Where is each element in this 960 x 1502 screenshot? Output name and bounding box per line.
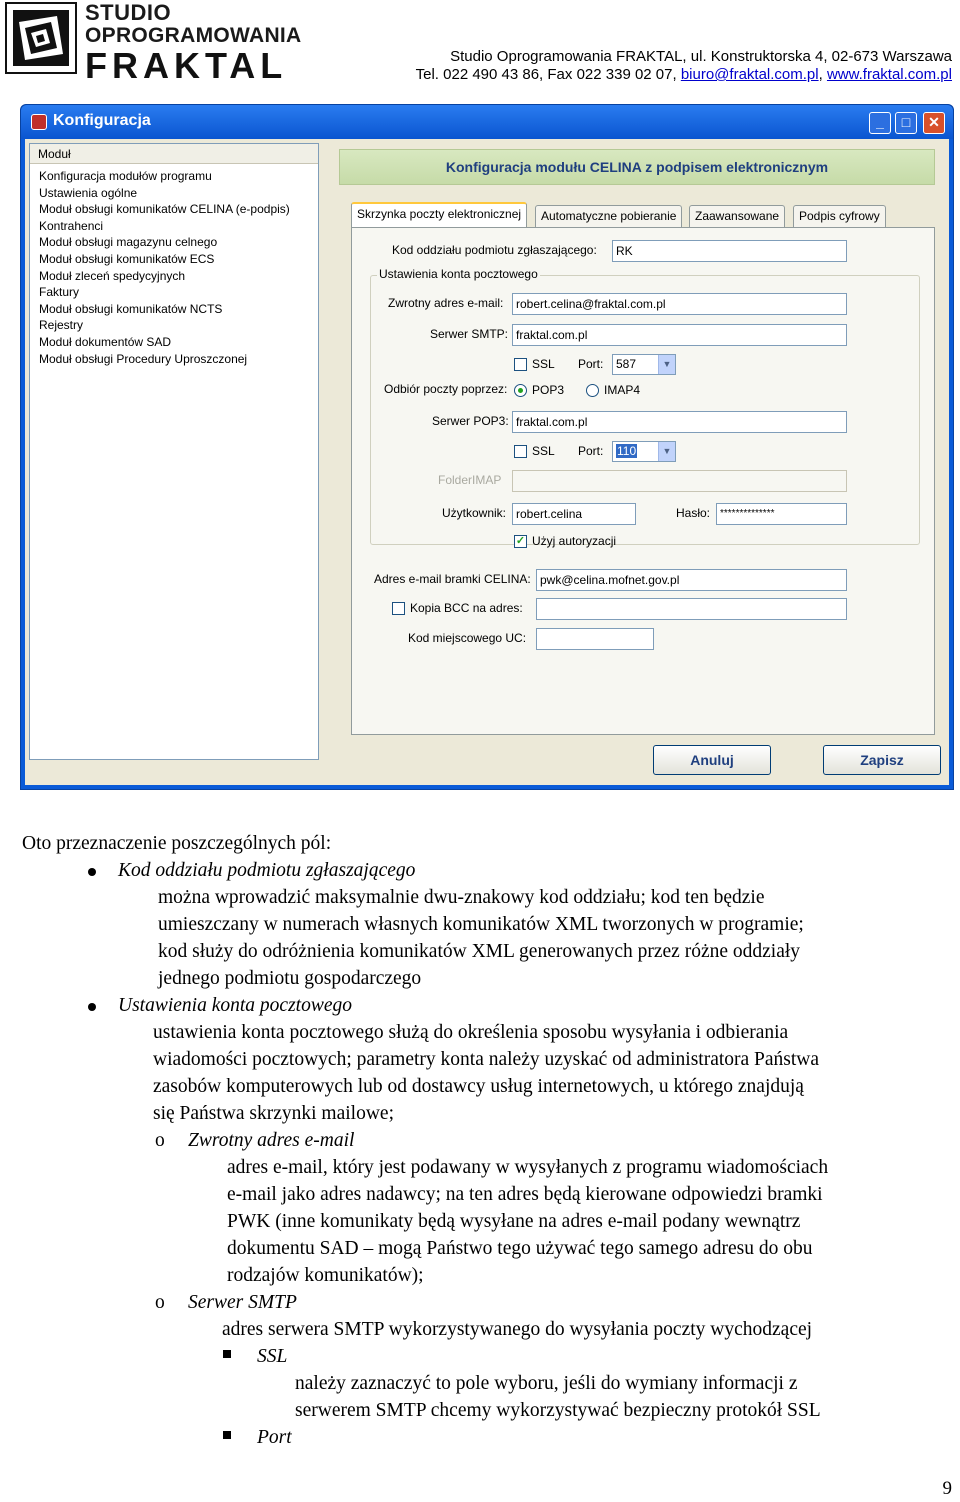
fraktal-logo-icon — [5, 2, 77, 74]
return-address-label: Zwrotny adres e-mail: — [388, 296, 504, 310]
smtp-ssl-checkbox[interactable] — [514, 358, 527, 371]
mailbox-panel — [351, 227, 935, 735]
sub-bullet-marker: o — [155, 1292, 165, 1313]
imap4-radio[interactable] — [586, 384, 599, 397]
pop3-server-label: Serwer POP3: — [432, 414, 509, 428]
smtp-server-input[interactable]: fraktal.com.pl — [512, 324, 847, 346]
pop3-port-select[interactable]: 110 ▼ — [612, 441, 676, 462]
item-mail-account-title: Ustawienia konta pocztowego — [118, 995, 352, 1016]
sub-return-address-text: PWK (inne komunikaty będą wysyłane na adres e-mail podany wewnątrz — [227, 1211, 801, 1232]
list-item[interactable]: Faktury — [39, 285, 80, 300]
mail-account-group-title: Ustawienia konta pocztowego — [379, 267, 538, 281]
branch-code-input[interactable]: RK — [612, 240, 847, 262]
sub-return-address-text: e-mail jako adres nadawcy; na ten adres będą kierowane odpowiedzi bramki — [227, 1184, 823, 1205]
username-input[interactable]: robert.celina — [512, 503, 636, 525]
bullet-icon — [88, 868, 96, 876]
square-bullet-icon — [223, 1431, 231, 1439]
password-input[interactable]: ************** — [716, 503, 847, 525]
website-link[interactable]: www.fraktal.com.pl — [826, 66, 952, 83]
item-branch-code-text: jednego podmiotu gospodarczego — [158, 968, 422, 989]
list-item[interactable]: Moduł dokumentów SAD — [39, 334, 172, 349]
item-mail-account-text: wiadomości pocztowych; parametry konta należy uzyskać od administratora Państwa — [153, 1049, 820, 1070]
customs-office-input[interactable] — [536, 628, 654, 650]
imap-folder-label: FolderIMAP — [438, 473, 502, 487]
company-phone-line: Tel. 022 490 43 86, Fax 022 339 02 07, biuro@fraktal.com.pl, www.fraktal.com.pl — [415, 66, 952, 83]
logo-line-studio: STUDIO — [85, 0, 172, 25]
password-label: Hasło: — [676, 506, 711, 520]
bcc-input[interactable] — [536, 598, 847, 620]
item-branch-code-title: Kod oddziału podmiotu zgłaszającego — [118, 860, 416, 881]
ssl-title: SSL — [257, 1346, 288, 1367]
tab-auto-download[interactable]: Automatyczne pobieranie — [535, 205, 682, 227]
list-item[interactable]: Moduł obsługi Procedury Uproszczonej — [39, 351, 248, 366]
item-mail-account-text: zasobów komputerowych lub od dostawcy usług internetowych, u którego znajdują — [153, 1076, 804, 1097]
configuration-window — [20, 104, 954, 790]
list-item[interactable]: Moduł obsługi komunikatów CELINA (e-podpis) — [39, 202, 290, 217]
window-titlebar — [21, 105, 953, 139]
username-label: Użytkownik: — [442, 506, 507, 520]
intro-text: Oto przeznaczenie poszczególnych pól: — [22, 833, 332, 854]
pop3-ssl-label: SSL — [532, 444, 555, 458]
square-bullet-icon — [223, 1350, 231, 1358]
minimize-icon[interactable]: _ — [869, 112, 891, 134]
item-mail-account-text: się Państwa skrzynki mailowe; — [153, 1103, 394, 1124]
smtp-server-label: Serwer SMTP: — [430, 327, 509, 341]
ssl-text: należy zaznaczyć to pole wyboru, jeśli do wymiany informacji z — [295, 1373, 798, 1394]
branch-code-label: Kod oddziału podmiotu zgłaszającego: — [392, 243, 597, 257]
smtp-ssl-label: SSL — [532, 357, 555, 371]
module-list[interactable] — [29, 143, 319, 760]
bullet-icon — [88, 1003, 96, 1011]
cancel-button[interactable]: Anuluj — [653, 745, 771, 775]
app-icon — [31, 114, 47, 130]
use-auth-label: Użyj autoryzacji — [532, 534, 617, 548]
pop3-ssl-checkbox[interactable] — [514, 445, 527, 458]
save-button[interactable]: Zapisz — [823, 745, 941, 775]
smtp-port-select[interactable]: 587 ▼ — [612, 354, 676, 375]
company-address: Studio Oprogramowania FRAKTAL, ul. Konstruktorska 4, 02-673 Warszawa — [450, 48, 952, 65]
logo-line-oprogramowania: OPROGRAMOWANIA — [85, 24, 302, 47]
chevron-down-icon: ▼ — [658, 355, 675, 374]
email-link[interactable]: biuro@fraktal.com.pl — [680, 66, 819, 83]
sub-bullet-marker: o — [155, 1130, 165, 1151]
logo-line-fraktal: FRAKTAL — [85, 45, 288, 86]
bcc-label: Kopia BCC na adres: — [410, 601, 523, 615]
config-header: Konfiguracja modułu CELINA z podpisem elektronicznym — [339, 149, 935, 185]
item-mail-account-text: ustawienia konta pocztowego służą do określenia sposobu wysyłania i odbierania — [153, 1022, 789, 1043]
sub-smtp-title: Serwer SMTP — [188, 1292, 297, 1313]
pop3-server-input[interactable]: fraktal.com.pl — [512, 411, 847, 433]
close-icon[interactable]: ✕ — [923, 112, 945, 134]
window-client — [25, 139, 949, 785]
pop3-radio[interactable] — [514, 384, 527, 397]
sub-return-address-text: dokumentu SAD – mogą Państwo tego używać tego samego adresu do obu — [227, 1238, 813, 1259]
sub-return-address-title: Zwrotny adres e-mail — [188, 1130, 355, 1151]
list-item[interactable]: Moduł obsługi magazynu celnego — [39, 235, 218, 250]
list-item[interactable]: Rejestry — [39, 318, 84, 333]
module-list-header: Moduł — [30, 144, 318, 164]
tab-mailbox[interactable]: Skrzynka poczty elektronicznej — [351, 202, 527, 228]
window-title: Konfiguracja — [53, 112, 151, 129]
ssl-text: serwerem SMTP chcemy wykorzystywać bezpieczny protokół SSL — [295, 1400, 821, 1421]
item-branch-code-text: można wprowadzić maksymalnie dwu-znakowy kod oddziału; kod ten będzie — [158, 887, 765, 908]
use-auth-checkbox[interactable]: ✓ — [515, 535, 526, 547]
list-item[interactable]: Konfiguracja modułów programu — [39, 169, 212, 183]
list-item[interactable]: Moduł obsługi komunikatów NCTS — [39, 301, 223, 316]
company-contact — [416, 48, 952, 84]
pop3-radio-label: POP3 — [532, 383, 565, 397]
chevron-down-icon: ▼ — [658, 442, 675, 461]
return-address-input[interactable]: robert.celina@fraktal.com.pl — [512, 293, 847, 315]
list-item[interactable]: Moduł zleceń spedycyjnych — [39, 268, 186, 283]
sub-smtp-text: adres serwera SMTP wykorzystywanego do wysyłania poczty wychodzącej — [222, 1319, 813, 1340]
bcc-checkbox[interactable] — [392, 602, 405, 615]
company-logo — [5, 0, 305, 86]
receive-mail-label: Odbiór poczty poprzez: — [384, 382, 508, 396]
tab-digital-signature[interactable]: Podpis cyfrowy — [793, 205, 886, 227]
page-number: 9 — [942, 1478, 952, 1499]
gateway-address-input[interactable]: pwk@celina.mofnet.gov.pl — [536, 569, 847, 591]
sub-return-address-text: rodzajów komunikatów); — [227, 1265, 424, 1286]
list-item[interactable]: Moduł obsługi komunikatów ECS — [39, 251, 215, 266]
pop3-port-label: Port: — [578, 444, 604, 458]
list-item[interactable]: Ustawienia ogólne — [39, 185, 138, 200]
gateway-address-label: Adres e-mail bramki CELINA: — [374, 572, 531, 586]
port-title: Port — [257, 1427, 292, 1448]
tab-advanced[interactable]: Zaawansowane — [689, 205, 785, 227]
customs-office-label: Kod miejscowego UC: — [408, 631, 527, 645]
sub-return-address-text: adres e-mail, który jest podawany w wysyłanych z programu wiadomościach — [227, 1157, 829, 1178]
item-branch-code-text: kod służy do odróżnienia komunikatów XML generowanych przez różne oddziały — [158, 941, 801, 962]
smtp-port-label: Port: — [578, 357, 604, 371]
imap-folder-input — [512, 470, 847, 492]
imap4-radio-label: IMAP4 — [604, 383, 641, 397]
item-branch-code-text: umieszczany w numerach własnych komunikatów XML tworzonych w programie; — [158, 914, 804, 935]
list-item[interactable]: Kontrahenci — [39, 218, 104, 233]
maximize-icon[interactable]: □ — [895, 112, 917, 134]
